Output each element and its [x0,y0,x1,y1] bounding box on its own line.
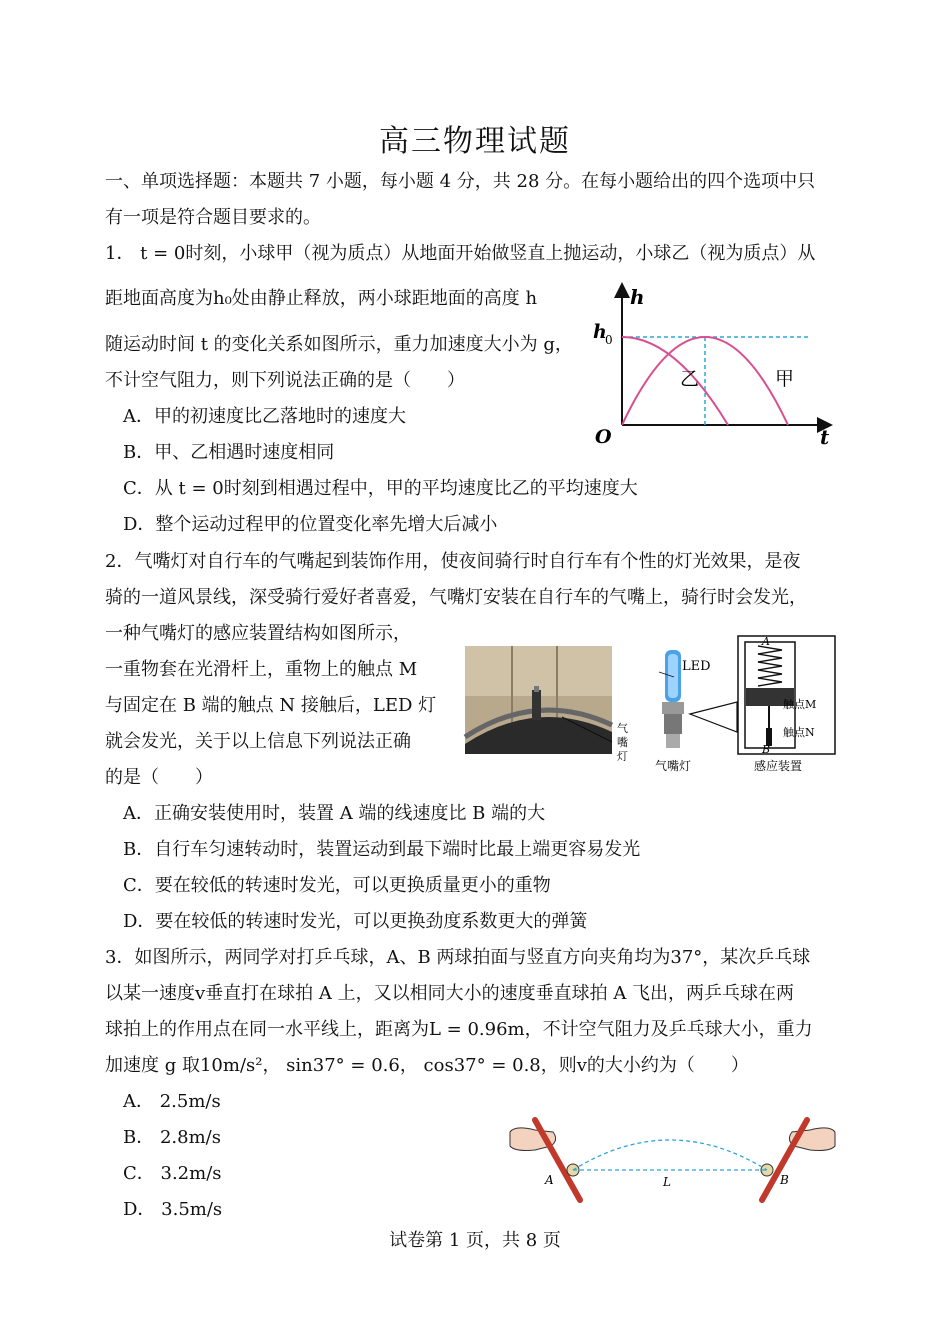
q1-stem-line3: 随运动时间 t 的变化关系如图所示，重力加速度大小为 g， [105,334,573,355]
q2-stem-line7: 的是（ ） [105,767,213,788]
q1-stem-line4: 不计空气阻力，则下列说法正确的是（ ） [105,370,465,391]
q3-stem-line4: 加速度 g 取10m/s²， sin37° = 0.6， cos37° = 0.8，则v的大小约为（ ） [105,1055,749,1076]
paddle-a [535,1120,580,1200]
q1-height-time-graph [585,282,845,452]
q2-option-c: C．要在较低的转速时发光，可以更换质量更小的重物 [123,875,551,896]
point-b-label: B [762,743,771,756]
y-axis-label: h [630,285,645,309]
led-label: LED [682,659,711,674]
label-a: A [545,1173,554,1187]
q3-option-b: B． 2.8m/s [123,1127,221,1148]
curve-jia-label: 甲 [775,368,795,390]
q3-option-d: D． 3.5m/s [123,1199,223,1220]
paddle-b [762,1120,807,1200]
q3-stem-line2: 以某一速度v垂直打在球拍 A 上，又以相同大小的速度垂直球拍 A 飞出，两乒乓球在两 [105,983,795,1004]
x-axis-label: t [820,425,830,449]
q3-figure [505,1110,840,1205]
q2-stem-line3: 一种气嘴灯的感应装置结构如图所示， [105,623,411,644]
valve-photo [465,646,612,754]
q1-stem-line2: 距地面高度为h₀处由静止释放，两小球距地面的高度 h [105,288,538,309]
label-b: B [780,1173,789,1187]
origin-label: O [595,426,612,448]
ball-trajectory [573,1140,767,1170]
q1-option-b: B．甲、乙相遇时速度相同 [123,442,335,463]
q2-option-b: B．自行车匀速转动时，装置运动到最下端时比最上端更容易发光 [123,839,641,860]
callout-pointer [690,702,737,732]
q2-stem-line6: 就会发光，关于以上信息下列说法正确 [105,731,411,752]
q1-stem-line1: 1． t = 0时刻，小球甲（视为质点）从地面开始做竖直上抛运动，小球乙（视为质点）从 [105,243,816,264]
q2-figure [462,632,852,777]
q2-stem-line2: 骑的一道风景线，深受骑行爱好者喜爱，气嘴灯安装在自行车的气嘴上，骑行时会发光， [105,587,807,608]
lamp-caption: 气嘴灯 [655,759,692,773]
photo-label-char3: 灯 [617,750,628,763]
h0-label: h [593,321,607,343]
section-heading-line1: 一、单项选择题：本题共 7 小题，每小题 4 分，共 28 分。在每小题给出的四个选项中只 [105,171,816,192]
valve-lamp-icon [662,650,684,748]
photo-label-char1: 气 [617,722,628,735]
q1-option-d: D．整个运动过程甲的位置变化率先增大后减小 [123,514,498,535]
contact-m-label: 触点M [783,698,817,711]
q3-option-a: A． 2.5m/s [123,1091,221,1112]
q2-option-a: A．正确安装使用时，装置 A 端的线速度比 B 端的大 [123,803,546,824]
q3-option-c: C． 3.2m/s [123,1163,222,1184]
q2-stem-line5: 与固定在 B 端的触点 N 接触后，LED 灯 [105,695,437,716]
q3-stem-line1: 3．如图所示，两同学对打乒乓球，A、B 两球拍面与竖直方向夹角均为37°，某次乒乓球 [105,947,811,968]
label-l: L [663,1175,671,1189]
h0-subscript: 0 [605,333,613,347]
q3-stem-line3: 球拍上的作用点在同一水平线上，距离为L = 0.96m，不计空气阻力及乒乓球大小，重力 [105,1019,813,1040]
page-title: 高三物理试题 [379,124,571,159]
q2-option-d: D．要在较低的转速时发光，可以更换劲度系数更大的弹簧 [123,911,588,932]
section-heading-line2: 有一项是符合题目要求的。 [105,207,321,228]
device-caption: 感应装置 [754,759,803,773]
curve-yi [622,337,728,425]
point-a-label: A [762,635,770,648]
photo-label-char2: 嘴 [617,736,628,749]
contact-n-label: 触点N [783,726,815,739]
curve-yi-label: 乙 [680,368,700,390]
q1-option-a: A．甲的初速度比乙落地时的速度大 [123,406,406,427]
page-footer: 试卷第 1 页，共 8 页 [389,1230,561,1251]
q2-stem-line4: 一重物套在光滑杆上，重物上的触点 M [105,659,418,680]
q1-option-c: C．从 t = 0时刻到相遇过程中，甲的平均速度比乙的平均速度大 [123,478,638,499]
q2-stem-line1: 2．气嘴灯对自行车的气嘴起到装饰作用，使夜间骑行时自行车有个性的灯光效果，是夜 [105,551,801,572]
